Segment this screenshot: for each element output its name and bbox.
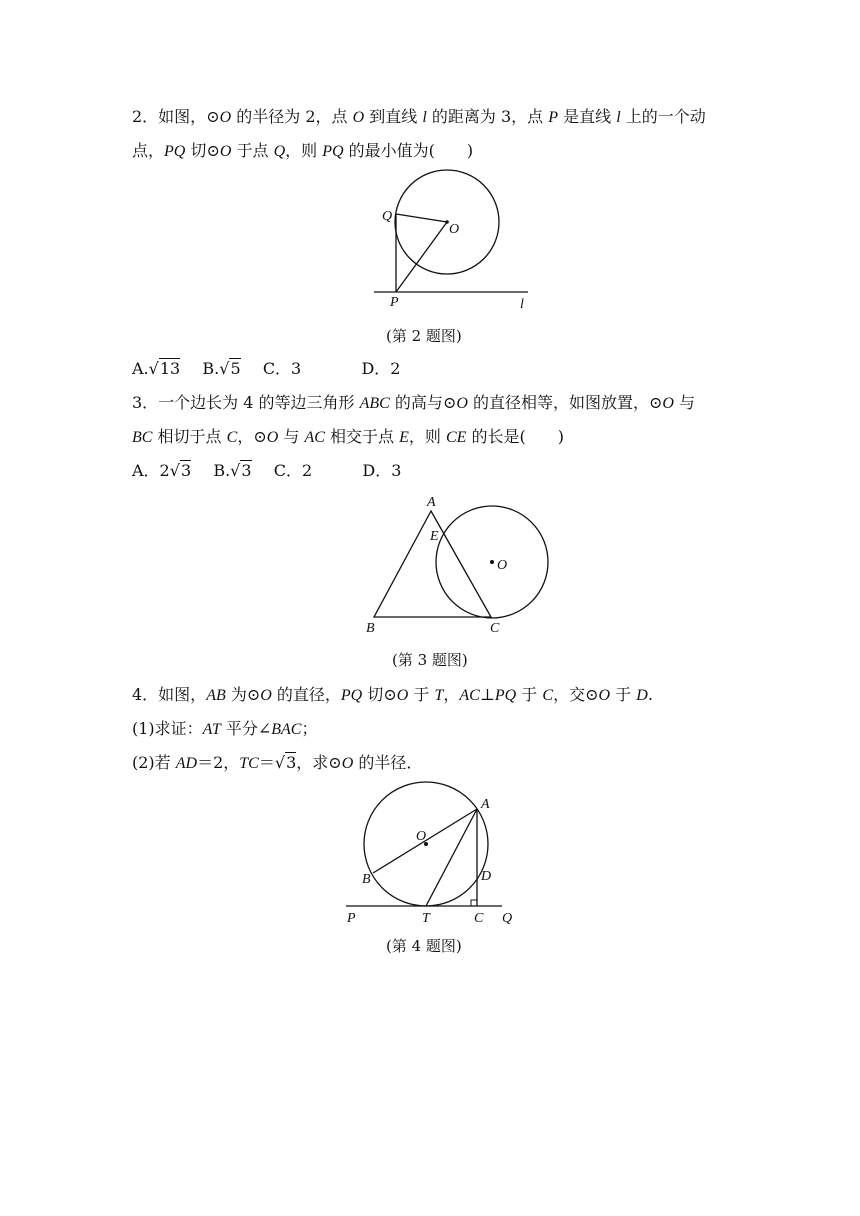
q4-part-2 <box>132 752 422 775</box>
q4-stem-line-1 <box>132 684 653 707</box>
sqrt-sign: √ <box>230 461 241 480</box>
q4-label-B: B <box>362 872 371 887</box>
option-b-label: B. <box>213 461 231 480</box>
sqrt-sign: √ <box>169 461 180 480</box>
q2-label-O: O <box>449 222 460 237</box>
text: 为 <box>225 685 247 704</box>
perp-symbol: ⊥ <box>479 685 495 704</box>
text: 的半径． <box>353 753 423 772</box>
q2-segment-QO <box>396 214 447 222</box>
var-l: l <box>616 109 621 126</box>
text: ，求 <box>296 753 329 772</box>
q3-label-C: C <box>490 621 500 636</box>
q3-stem-line-1 <box>132 392 695 415</box>
text: ； <box>301 719 318 738</box>
var-C: C <box>226 429 238 446</box>
text: ， <box>237 427 254 446</box>
option-c[interactable]: C．3 <box>262 359 302 378</box>
q4-label-O: O <box>416 829 427 844</box>
question-number: 4．如图， <box>132 685 207 704</box>
q4-caption: (第 4 题图) <box>386 937 462 955</box>
q2-figure <box>370 168 535 313</box>
text: 切 <box>362 685 384 704</box>
q4-label-T: T <box>422 911 430 925</box>
radicand: 3 <box>241 461 252 480</box>
var-AC: AC <box>459 687 480 704</box>
var-AT: AT <box>202 721 221 738</box>
var-AC: AC <box>304 429 325 446</box>
circle-symbol: ⊙ <box>246 685 261 704</box>
var-O: O <box>598 687 611 704</box>
option-a-label: A. <box>132 359 149 378</box>
option-d[interactable]: D．3 <box>362 461 402 480</box>
circle-symbol: ⊙ <box>206 141 220 160</box>
q4-segment-AT <box>426 809 477 906</box>
var-BAC: BAC <box>271 721 302 738</box>
sqrt-sign: √ <box>148 359 159 378</box>
radicand: 3 <box>180 461 192 480</box>
q2-options <box>132 358 400 380</box>
text: 的距离为 3，点 <box>426 107 549 126</box>
var-AD: AD <box>175 755 198 772</box>
question-number: 3．一个边长为 4 的等边三角形 <box>132 393 360 412</box>
text: 点， <box>132 141 165 160</box>
q3-caption: (第 3 题图) <box>392 651 468 669</box>
circle-symbol: ⊙ <box>383 685 397 704</box>
text: 的直径， <box>271 685 341 704</box>
circle-symbol: ⊙ <box>328 753 342 772</box>
var-PQ: PQ <box>494 687 517 704</box>
text: (2)若 <box>132 753 176 772</box>
text: ＝ <box>258 753 275 772</box>
text: 平分∠ <box>220 719 272 738</box>
var-P: P <box>548 109 559 126</box>
var-O: O <box>396 687 409 704</box>
var-O: O <box>260 687 272 704</box>
var-T: T <box>434 687 444 704</box>
var-O: O <box>266 429 279 446</box>
text: 于 <box>516 685 543 704</box>
option-d[interactable]: D．2 <box>361 359 401 378</box>
text: ，交 <box>553 685 586 704</box>
text: ，则 <box>408 427 446 446</box>
text: 的最小值为( ) <box>343 141 474 160</box>
var-O: O <box>219 143 232 160</box>
q3-label-B: B <box>366 621 375 636</box>
text: ＝2， <box>197 753 240 772</box>
q4-figure <box>340 780 520 925</box>
var-l: l <box>422 109 427 126</box>
option-b[interactable] <box>202 359 240 378</box>
text: 到直线 <box>364 107 423 126</box>
text: 于点 <box>231 141 274 160</box>
circle-symbol: ⊙ <box>206 107 220 126</box>
q3-center-dot <box>490 560 494 564</box>
var-C: C <box>542 687 554 704</box>
q3-label-E: E <box>430 529 439 544</box>
var-PQ: PQ <box>322 143 344 160</box>
text: . <box>647 685 653 704</box>
option-b[interactable] <box>213 461 251 480</box>
q3-stem-line-2 <box>132 426 564 449</box>
q3-label-O: O <box>497 558 508 573</box>
circle-symbol: ⊙ <box>649 393 663 412</box>
option-a[interactable] <box>132 461 191 480</box>
text: (1)求证： <box>132 719 203 738</box>
q2-segment-PO <box>396 222 447 292</box>
text: 于 <box>408 685 435 704</box>
var-D: D <box>636 687 648 704</box>
q4-label-D: D <box>481 869 492 884</box>
q3-options <box>132 460 401 482</box>
text: ，则 <box>285 141 323 160</box>
text: 的半径为 2，点 <box>231 107 353 126</box>
circle-symbol: ⊙ <box>442 393 457 412</box>
var-CE: CE <box>446 429 467 446</box>
var-E: E <box>399 429 409 446</box>
text: 与 <box>278 427 305 446</box>
var-PQ: PQ <box>164 143 186 160</box>
q3-label-A: A <box>427 495 436 510</box>
q4-label-C: C <box>474 911 484 925</box>
text: 是直线 <box>558 107 617 126</box>
var-O: O <box>662 395 674 412</box>
text: 的直径相等，如图放置， <box>467 393 649 412</box>
text: 相切于点 <box>152 427 227 446</box>
var-O: O <box>219 109 232 126</box>
question-number: 2．如图， <box>132 107 207 126</box>
q4-label-A: A <box>481 797 490 812</box>
var-O: O <box>341 755 354 772</box>
q4-label-Q: Q <box>502 911 513 925</box>
q4-right-angle-mark <box>471 900 477 906</box>
var-TC: TC <box>239 755 259 772</box>
var-PQ: PQ <box>340 687 363 704</box>
text: 相交于点 <box>324 427 400 446</box>
q2-label-Q: Q <box>382 209 393 224</box>
option-c[interactable]: C．2 <box>273 461 313 480</box>
sqrt-sign: √ <box>219 359 230 378</box>
circle-symbol: ⊙ <box>585 685 599 704</box>
text: ， <box>443 685 460 704</box>
text: 于 <box>610 685 637 704</box>
var-AB: AB <box>206 687 226 704</box>
var-O: O <box>456 395 468 412</box>
q2-label-P: P <box>390 295 399 310</box>
q3-figure <box>360 493 560 638</box>
q2-label-l: l <box>520 297 524 312</box>
option-a[interactable] <box>132 359 180 378</box>
q3-triangle-ABC <box>374 511 491 617</box>
text: 与 <box>673 393 696 412</box>
text: 的长是( ) <box>466 427 565 446</box>
radicand: 3 <box>286 753 297 772</box>
q2-caption: (第 2 题图) <box>386 327 462 345</box>
radicand: 5 <box>230 359 241 378</box>
var-Q: Q <box>273 143 286 160</box>
q4-label-P: P <box>347 911 356 925</box>
option-a-label: A．2 <box>132 461 170 480</box>
option-b-label: B. <box>202 359 220 378</box>
text: 上的一个动 <box>620 107 706 126</box>
q4-part-1 <box>132 718 317 741</box>
var-BC: BC <box>132 429 153 446</box>
radicand: 13 <box>159 359 181 378</box>
circle-symbol: ⊙ <box>253 427 267 446</box>
q2-stem-line-1 <box>132 106 706 129</box>
var-O: O <box>352 109 365 126</box>
var-ABC: ABC <box>359 395 390 412</box>
q2-stem-line-2 <box>132 140 473 163</box>
text: 的高与 <box>389 393 443 412</box>
sqrt-sign: √ <box>274 753 286 772</box>
text: 切 <box>185 141 207 160</box>
